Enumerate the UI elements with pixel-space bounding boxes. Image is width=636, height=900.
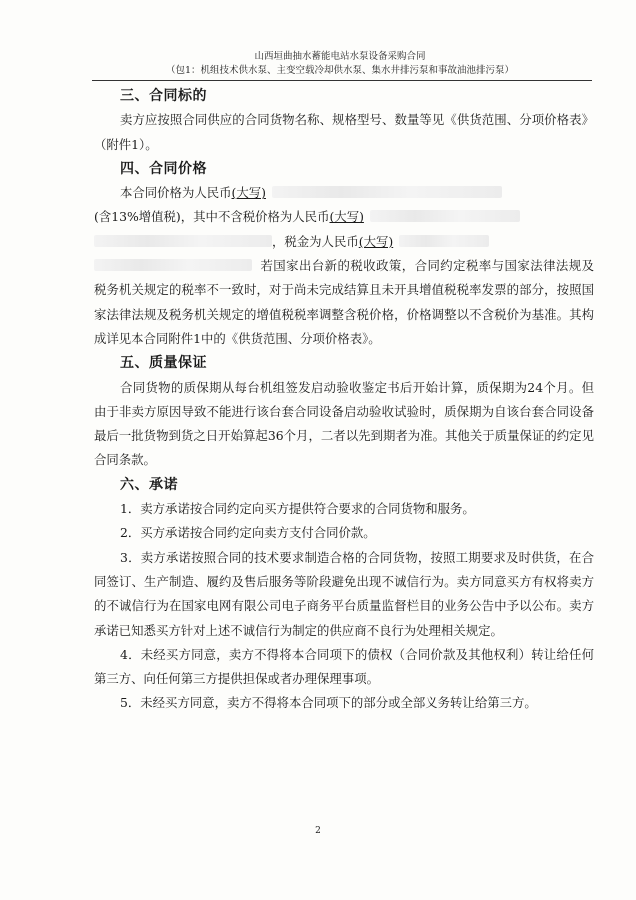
redacted-amount bbox=[272, 186, 502, 198]
price-line-1 bbox=[94, 181, 594, 205]
commitment-item: 5．未经买方同意，卖方不得将本合同项下的部分或全部义务转让给第三方。 bbox=[120, 695, 537, 711]
section-3-title: 三、合同标的 bbox=[120, 88, 207, 104]
tax-policy-paragraph bbox=[94, 254, 594, 351]
price-total-daxie: (大写) bbox=[231, 185, 266, 201]
price-tax-daxie: (大写) bbox=[358, 233, 394, 249]
header-divider bbox=[92, 80, 592, 81]
redacted-amount bbox=[94, 259, 252, 271]
price-tax-label: ，税金为人民币 bbox=[272, 233, 359, 249]
tax-policy-text: 若国家出台新的税收政策，合同约定税率与国家法律法规及税务机关规定的税率不一致时，对于尚未完成结算且未开具增值税税率发票的部分，按照国家法律法规及税务机关规定的增值税税率调整含税价格，价格调整以不含税价为基准。其构成详见本合同附件1中的《供货范围、分项价格表》。 bbox=[94, 258, 594, 346]
commitment-item: 4．未经买方同意，卖方不得将本合同项下的债权（合同价款及其他权利）转让给任何第三方、向任何第三方提供担保或者办理保理事项。 bbox=[94, 646, 594, 687]
price-pretax-label: (含13%增值税)，其中不含税价格为人民币 bbox=[94, 209, 330, 225]
document-header bbox=[90, 50, 590, 78]
page-number: 2 bbox=[315, 826, 321, 836]
commitment-item: 1．卖方承诺按合同约定向买方提供符合要求的合同货物和服务。 bbox=[120, 501, 475, 517]
header-subtitle: （包1：机组技术供水泵、主变空载冷却供水泵、集水井排污泵和事故油池排污泵） bbox=[165, 65, 515, 76]
document-body bbox=[94, 84, 594, 716]
price-line-2 bbox=[94, 205, 594, 229]
section-5-title: 五、质量保证 bbox=[120, 355, 207, 372]
price-pretax-daxie: (大写) bbox=[329, 209, 364, 225]
commitment-item: 2．买方承诺按合同约定向卖方支付合同价款。 bbox=[120, 525, 376, 541]
section-3-text: 卖方应按照合同供应的合同货物名称、规格型号、数量等见《供货范围、分项价格表》（附件1）。 bbox=[94, 112, 594, 152]
price-total-label: 本合同价格为人民币 bbox=[120, 185, 232, 201]
section-5-text: 合同货物的质保期从每台机组签发启动验收鉴定书后开始计算，质保期为24个月。但由于非卖方原因导致不能进行该台套合同设备启动验收试验时，质保期为自该台套合同设备最后一批货物到货之日开始算起36个月，二者以先到期者为准。其他关于质量保证的约定见合同条款。 bbox=[94, 379, 594, 468]
redacted-amount bbox=[370, 210, 520, 222]
price-line-3 bbox=[94, 230, 594, 254]
section-6-title: 六、承诺 bbox=[120, 476, 178, 493]
header-title: 山西垣曲抽水蓄能电站水泵设备采购合同 bbox=[254, 51, 426, 62]
redacted-amount bbox=[94, 235, 272, 247]
section-4-title: 四、合同价格 bbox=[120, 160, 207, 177]
redacted-amount bbox=[399, 235, 489, 247]
commitment-item: 3．卖方承诺按照合同的技术要求制造合格的合同货物，按照工期要求及时供货，在合同签订、生产制造、履约及售后服务等阶段避免出现不诚信行为。卖方同意买方有权将卖方的不诚信行为在国家电网有限公司电子商务平台质量监督栏目的业务公告中予以公布。卖方承诺已知悉买方针对上述不诚信行为制定的供应商不良行为处理相关规定。 bbox=[94, 549, 594, 638]
